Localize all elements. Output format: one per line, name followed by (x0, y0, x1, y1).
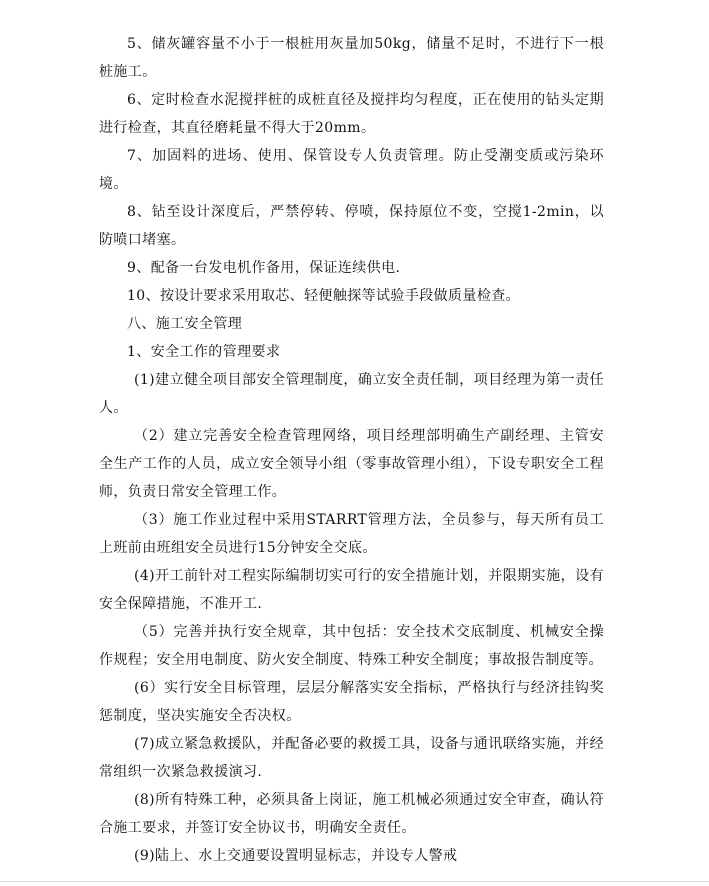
paragraph-item-10: 10、按设计要求采用取芯、轻便触探等试验手段做质量检查。 (127, 288, 521, 304)
paragraph-item-7: 7、加固料的进场、使用、保管设专人负责管理。防止受潮变质或污染环境。 (99, 148, 604, 192)
page-bottom-divider (0, 881, 709, 882)
requirement-item-7: (7)成立紧急救援队，并配备必要的救援工具，设备与通讯联络实施，并经常组织一次紧急救援演习. (99, 736, 604, 780)
requirement-item-4: (4)开工前针对工程实际编制切实可行的安全措施计划，并限期实施，设有安全保障措施，不准开工. (99, 568, 604, 612)
paragraph-item-5: 5、储灰罐容量不小于一根桩用灰量加50kg，储量不足时，不进行下一根桩施工。 (99, 36, 604, 80)
document-body (99, 30, 604, 870)
requirement-item-5: （5）完善并执行安全规章，其中包括：安全技术交底制度、机械安全操作规程；安全用电制度、防火安全制度、特殊工种安全制度；事故报告制度等。 (99, 624, 604, 668)
requirement-item-8: (8)所有特殊工种，必须具备上岗证，施工机械必须通过安全审查，确认符合施工要求，并签订安全协议书，明确安全责任。 (99, 792, 604, 836)
paragraph-item-9: 9、配备一台发电机作备用，保证连续供电． (127, 260, 410, 276)
requirement-item-1: (1)建立健全项目部安全管理制度，确立安全责任制，项目经理为第一责任人。 (99, 372, 604, 416)
requirement-item-3: （3）施工作业过程中采用STARRT管理方法，全员参与，每天所有员工上班前由班组安全员进行15分钟安全交底。 (99, 512, 604, 556)
requirement-item-2: （2）建立完善安全检查管理网络，项目经理部明确生产副经理、主管安全生产工作的人员，成立安全领导小组（零事故管理小组），下设专职安全工程师，负责日常安全管理工作。 (99, 428, 604, 500)
paragraph-item-8: 8、钻至设计深度后，严禁停转、停喷，保持原位不变，空搅1-2min，以防喷口堵塞。 (99, 204, 604, 248)
requirement-item-6: (6）实行安全目标管理，层层分解落实安全指标，严格执行与经济挂钩奖惩制度，坚决实施安全否决权。 (99, 680, 604, 724)
requirement-item-9: (9)陆上、水上交通要设置明显标志，并设专人警戒 (134, 848, 458, 864)
subsection-heading-requirements: 1、安全工作的管理要求 (127, 344, 281, 360)
paragraph-item-6: 6、定时检查水泥搅拌桩的成桩直径及搅拌均匀程度，正在使用的钻头定期进行检查，其直径磨耗量不得大于20mm。 (99, 92, 604, 136)
section-heading-safety: 八、施工安全管理 (127, 316, 243, 332)
